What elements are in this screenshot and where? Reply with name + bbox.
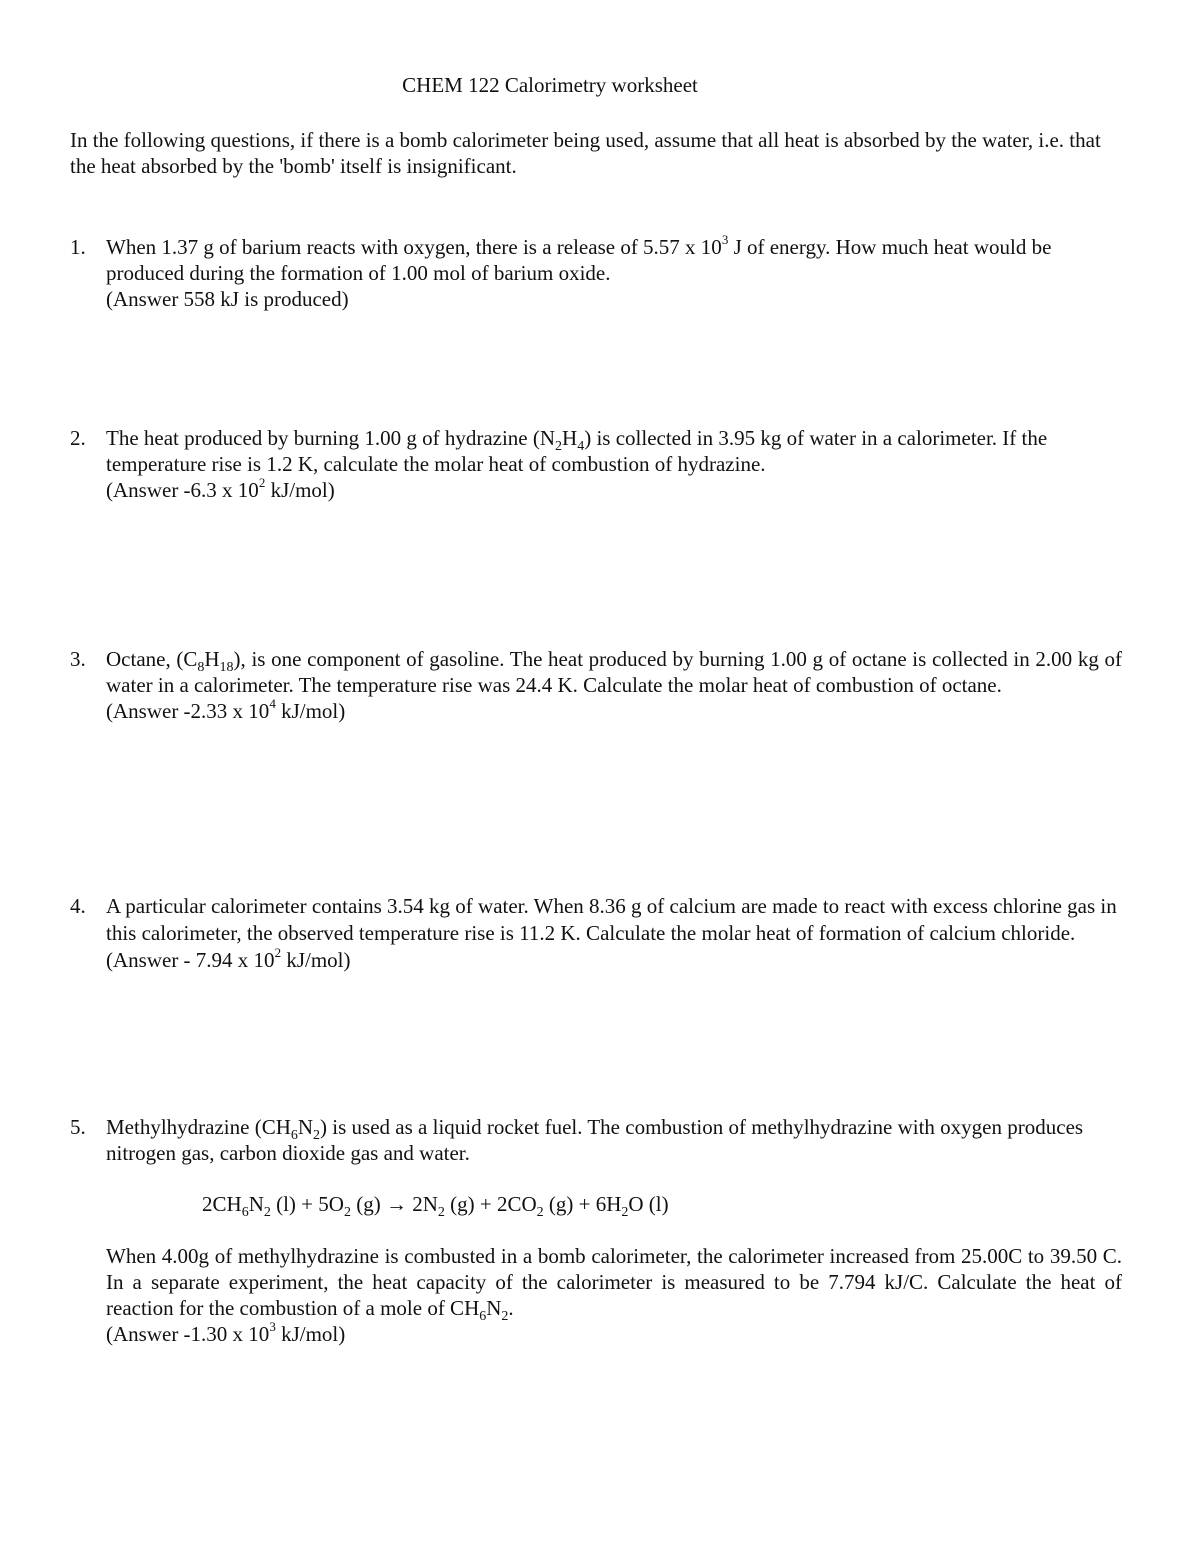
question-text: When 1.37 g of barium reacts with oxygen, there is a release of 5.57 x $10^3$ J of energy. How much heat would be produced during the formation of 1.00 mol of barium oxide. xyxy=(106,232,1052,285)
question-number: 2. xyxy=(70,426,86,450)
question-5 xyxy=(70,1114,1122,1166)
question-3 xyxy=(70,646,1122,724)
page-title: CHEM 122 Calorimetry worksheet xyxy=(402,73,698,97)
question-text: When 4.00g of methylhydrazine is combusted in a bomb calorimeter, the calorimeter increased from 25.00C to 39.50 C. In a separate experiment, the heat capacity of the calorimeter is measured to be 7.794 kJ/C. Calculate the heat of reaction for the combustion of a mole of $CH_6N_2$. xyxy=(106,1244,1122,1325)
answer-text: (Answer -6.3 x $10^2$ kJ/mol) xyxy=(106,475,335,502)
question-2 xyxy=(70,425,1122,503)
question-4 xyxy=(70,893,1122,974)
question-text: Octane, $(C_8H_{18})$, is one component of gasoline. The heat produced by burning 1.00 g of octane is collected in 2.00 kg of water in a calorimeter. The temperature rise was 24.4 K. Calculate the molar heat of combustion of octane. xyxy=(106,647,1122,697)
question-text: Methylhydrazine $(CH_6N_2)$ is used as a liquid rocket fuel. The combustion of methylhydrazine with oxygen produces nitrogen gas, carbon dioxide gas and water. xyxy=(106,1115,1084,1165)
question-number: 3. xyxy=(70,647,86,671)
question-5-continued xyxy=(70,1243,1122,1347)
question-text: A particular calorimeter contains 3.54 kg of water. When 8.36 g of calcium are made to react with excess chlorine gas in this calorimeter, the observed temperature rise is 11.2 K. Calculate the molar heat of formation of calcium chloride. (Answer - 7.94 x $10^2$ kJ/mol) xyxy=(106,894,1117,972)
answer-text: (Answer 558 kJ is produced) xyxy=(106,287,349,311)
chemical-equation: $2CH_6N_2$ $(l) + 5O_2$ $(g) \to 2N_2$ $(g) + 2CO_2$ $(g) + 6H_2O$ (l) xyxy=(202,1192,669,1221)
intro-paragraph: In the following questions, if there is a bomb calorimeter being used, assume that all heat is absorbed by the water, i.e. that the heat absorbed by the 'bomb' itself is insignificant. xyxy=(70,128,1101,178)
answer-text: (Answer -1.30 x $10^3$ kJ/mol) xyxy=(106,1319,346,1346)
question-number: 1. xyxy=(70,235,86,259)
question-number: 4. xyxy=(70,894,86,918)
answer-text: (Answer -2.33 x $10^4$ kJ/mol) xyxy=(106,696,346,723)
question-text: The heat produced by burning 1.00 g of hydrazine $(N_2H_4)$ is collected in 3.95 kg of water in a calorimeter. If the temperature rise is 1.2 K, calculate the molar heat of combustion of hydrazine. xyxy=(106,426,1048,476)
question-1 xyxy=(70,234,1122,312)
question-number: 5. xyxy=(70,1115,86,1139)
